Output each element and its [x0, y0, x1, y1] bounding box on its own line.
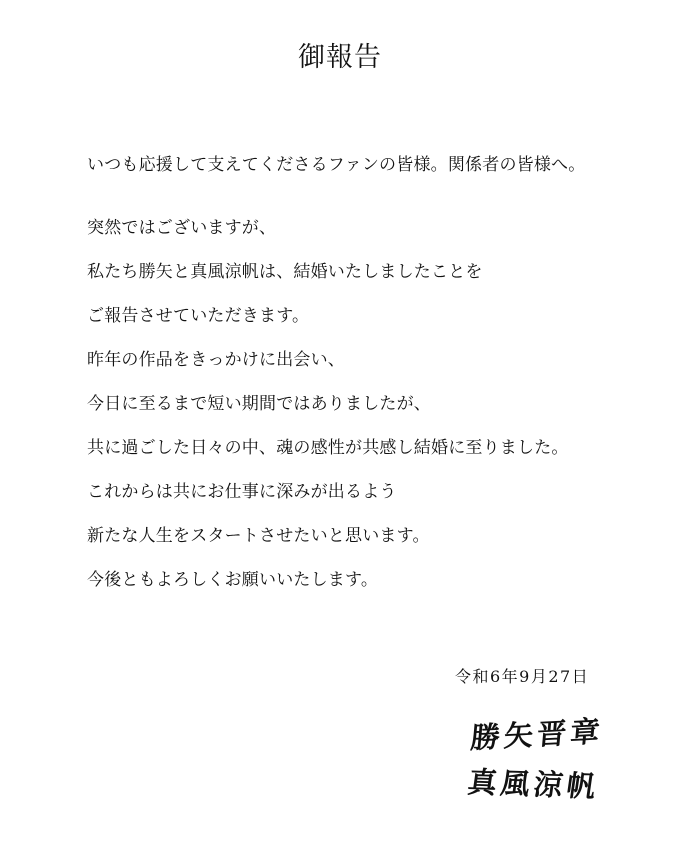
body-line-3: ご報告させていただきます。 [87, 306, 310, 326]
body-line-5: 今日に至るまで短い期間ではありましたが、 [87, 394, 431, 414]
body-line-6: 共に過ごした日々の中、魂の感性が共感し結婚に至りました。 [87, 438, 569, 458]
signature-line-2: 真風涼帆 [465, 765, 602, 804]
body-line-4: 昨年の作品をきっかけに出会い、 [87, 350, 345, 370]
body-line-7: これからは共にお仕事に深みが出るよう [87, 482, 397, 502]
document-date: 令和6年9月27日 [455, 667, 590, 686]
body-line-1: 突然ではございますが、 [87, 218, 277, 238]
handwritten-signature [462, 714, 612, 830]
body-line-9: 今後ともよろしくお願いいたします。 [87, 570, 379, 590]
document-title: 御報告 [298, 42, 382, 73]
body-line-8: 新たな人生をスタートさせたいと思います。 [87, 526, 430, 546]
signature-line-1: 勝矢晋章 [469, 714, 606, 755]
greeting-line: いつも応援して支えてくださるファンの皆様。関係者の皆様へ。 [87, 155, 586, 175]
body-line-2: 私たち勝矢と真風涼帆は、結婚いたしましたことを [87, 262, 483, 282]
